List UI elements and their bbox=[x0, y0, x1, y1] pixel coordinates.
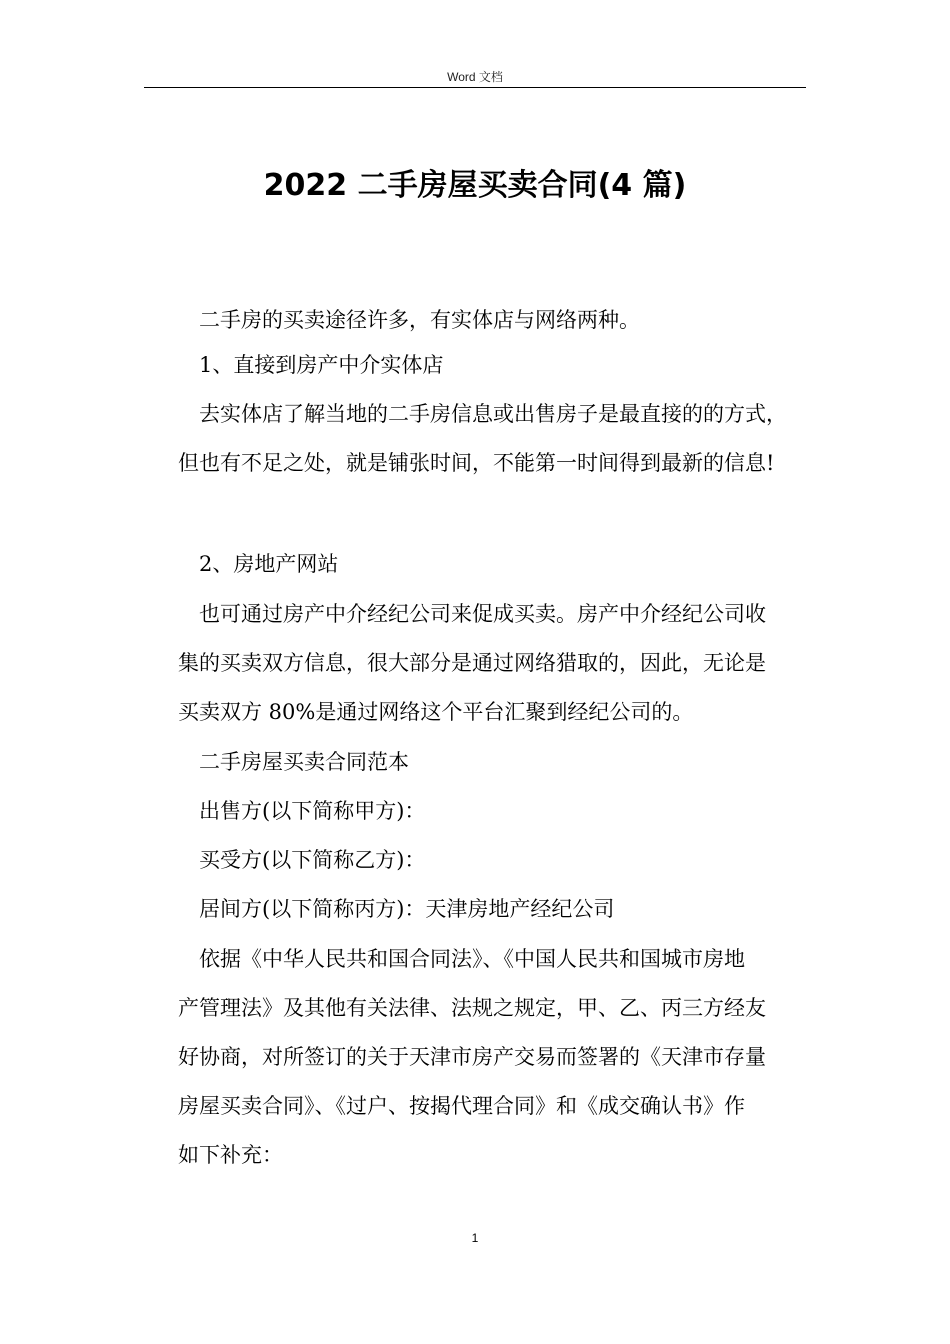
page-number: 1 bbox=[471, 1231, 479, 1245]
paragraph-line: 居间方(以下简称丙方)：天津房地产经纪公司 bbox=[199, 897, 615, 921]
paragraph-line: 好协商，对所签订的关于天津市房产交易而签署的《天津市存量 bbox=[178, 1045, 766, 1069]
paragraph-line: 也可通过房产中介经纪公司来促成买卖。房产中介经纪公司收 bbox=[199, 602, 766, 626]
paragraph-legal-basis bbox=[178, 935, 808, 1180]
document-title: 2022 二手房屋买卖合同(4 篇) bbox=[263, 168, 687, 203]
header-rule bbox=[144, 87, 806, 88]
paragraph-line: 依据《中华人民共和国合同法》、《中国人民共和国城市房地 bbox=[199, 947, 745, 971]
paragraph-store bbox=[178, 390, 808, 488]
paragraph-line: 二手房屋买卖合同范本 bbox=[199, 750, 409, 774]
paragraph-line: 二手房的买卖途径许多，有实体店与网络两种。 bbox=[199, 308, 640, 332]
paragraph-line: 产管理法》及其他有关法律、法规之规定，甲、乙、丙三方经友 bbox=[178, 996, 766, 1020]
paragraph-line: 出售方(以下简称甲方)： bbox=[199, 799, 426, 823]
paragraph-line: 买卖双方 80%是通过网络这个平台汇聚到经纪公司的。 bbox=[178, 700, 694, 724]
paragraph-line: 2、房地产网站 bbox=[199, 552, 339, 576]
paragraph-line: 去实体店了解当地的二手房信息或出售房子是最直接的的方式， bbox=[199, 402, 787, 426]
paragraph-line: 1、直接到房产中介实体店 bbox=[199, 353, 444, 377]
paragraph-intermediary bbox=[178, 885, 808, 934]
page-header: Word 文档 bbox=[447, 70, 503, 84]
paragraph-buyer bbox=[178, 836, 808, 885]
paragraph-agency bbox=[178, 590, 808, 737]
paragraph-seller bbox=[178, 787, 808, 836]
paragraph-intro bbox=[178, 296, 808, 345]
paragraph-contract-template bbox=[178, 738, 808, 787]
paragraph-heading-1 bbox=[178, 341, 808, 390]
paragraph-line: 房屋买卖合同》、《过户、按揭代理合同》和《成交确认书》作 bbox=[178, 1094, 745, 1118]
paragraph-heading-2 bbox=[178, 540, 808, 589]
paragraph-line: 集的买卖双方信息，很大部分是通过网络猎取的，因此，无论是 bbox=[178, 651, 766, 675]
paragraph-line: 如下补充： bbox=[178, 1143, 283, 1167]
paragraph-line: 但也有不足之处，就是铺张时间，不能第一时间得到最新的信息! bbox=[178, 451, 775, 475]
paragraph-line: 买受方(以下简称乙方)： bbox=[199, 848, 426, 872]
